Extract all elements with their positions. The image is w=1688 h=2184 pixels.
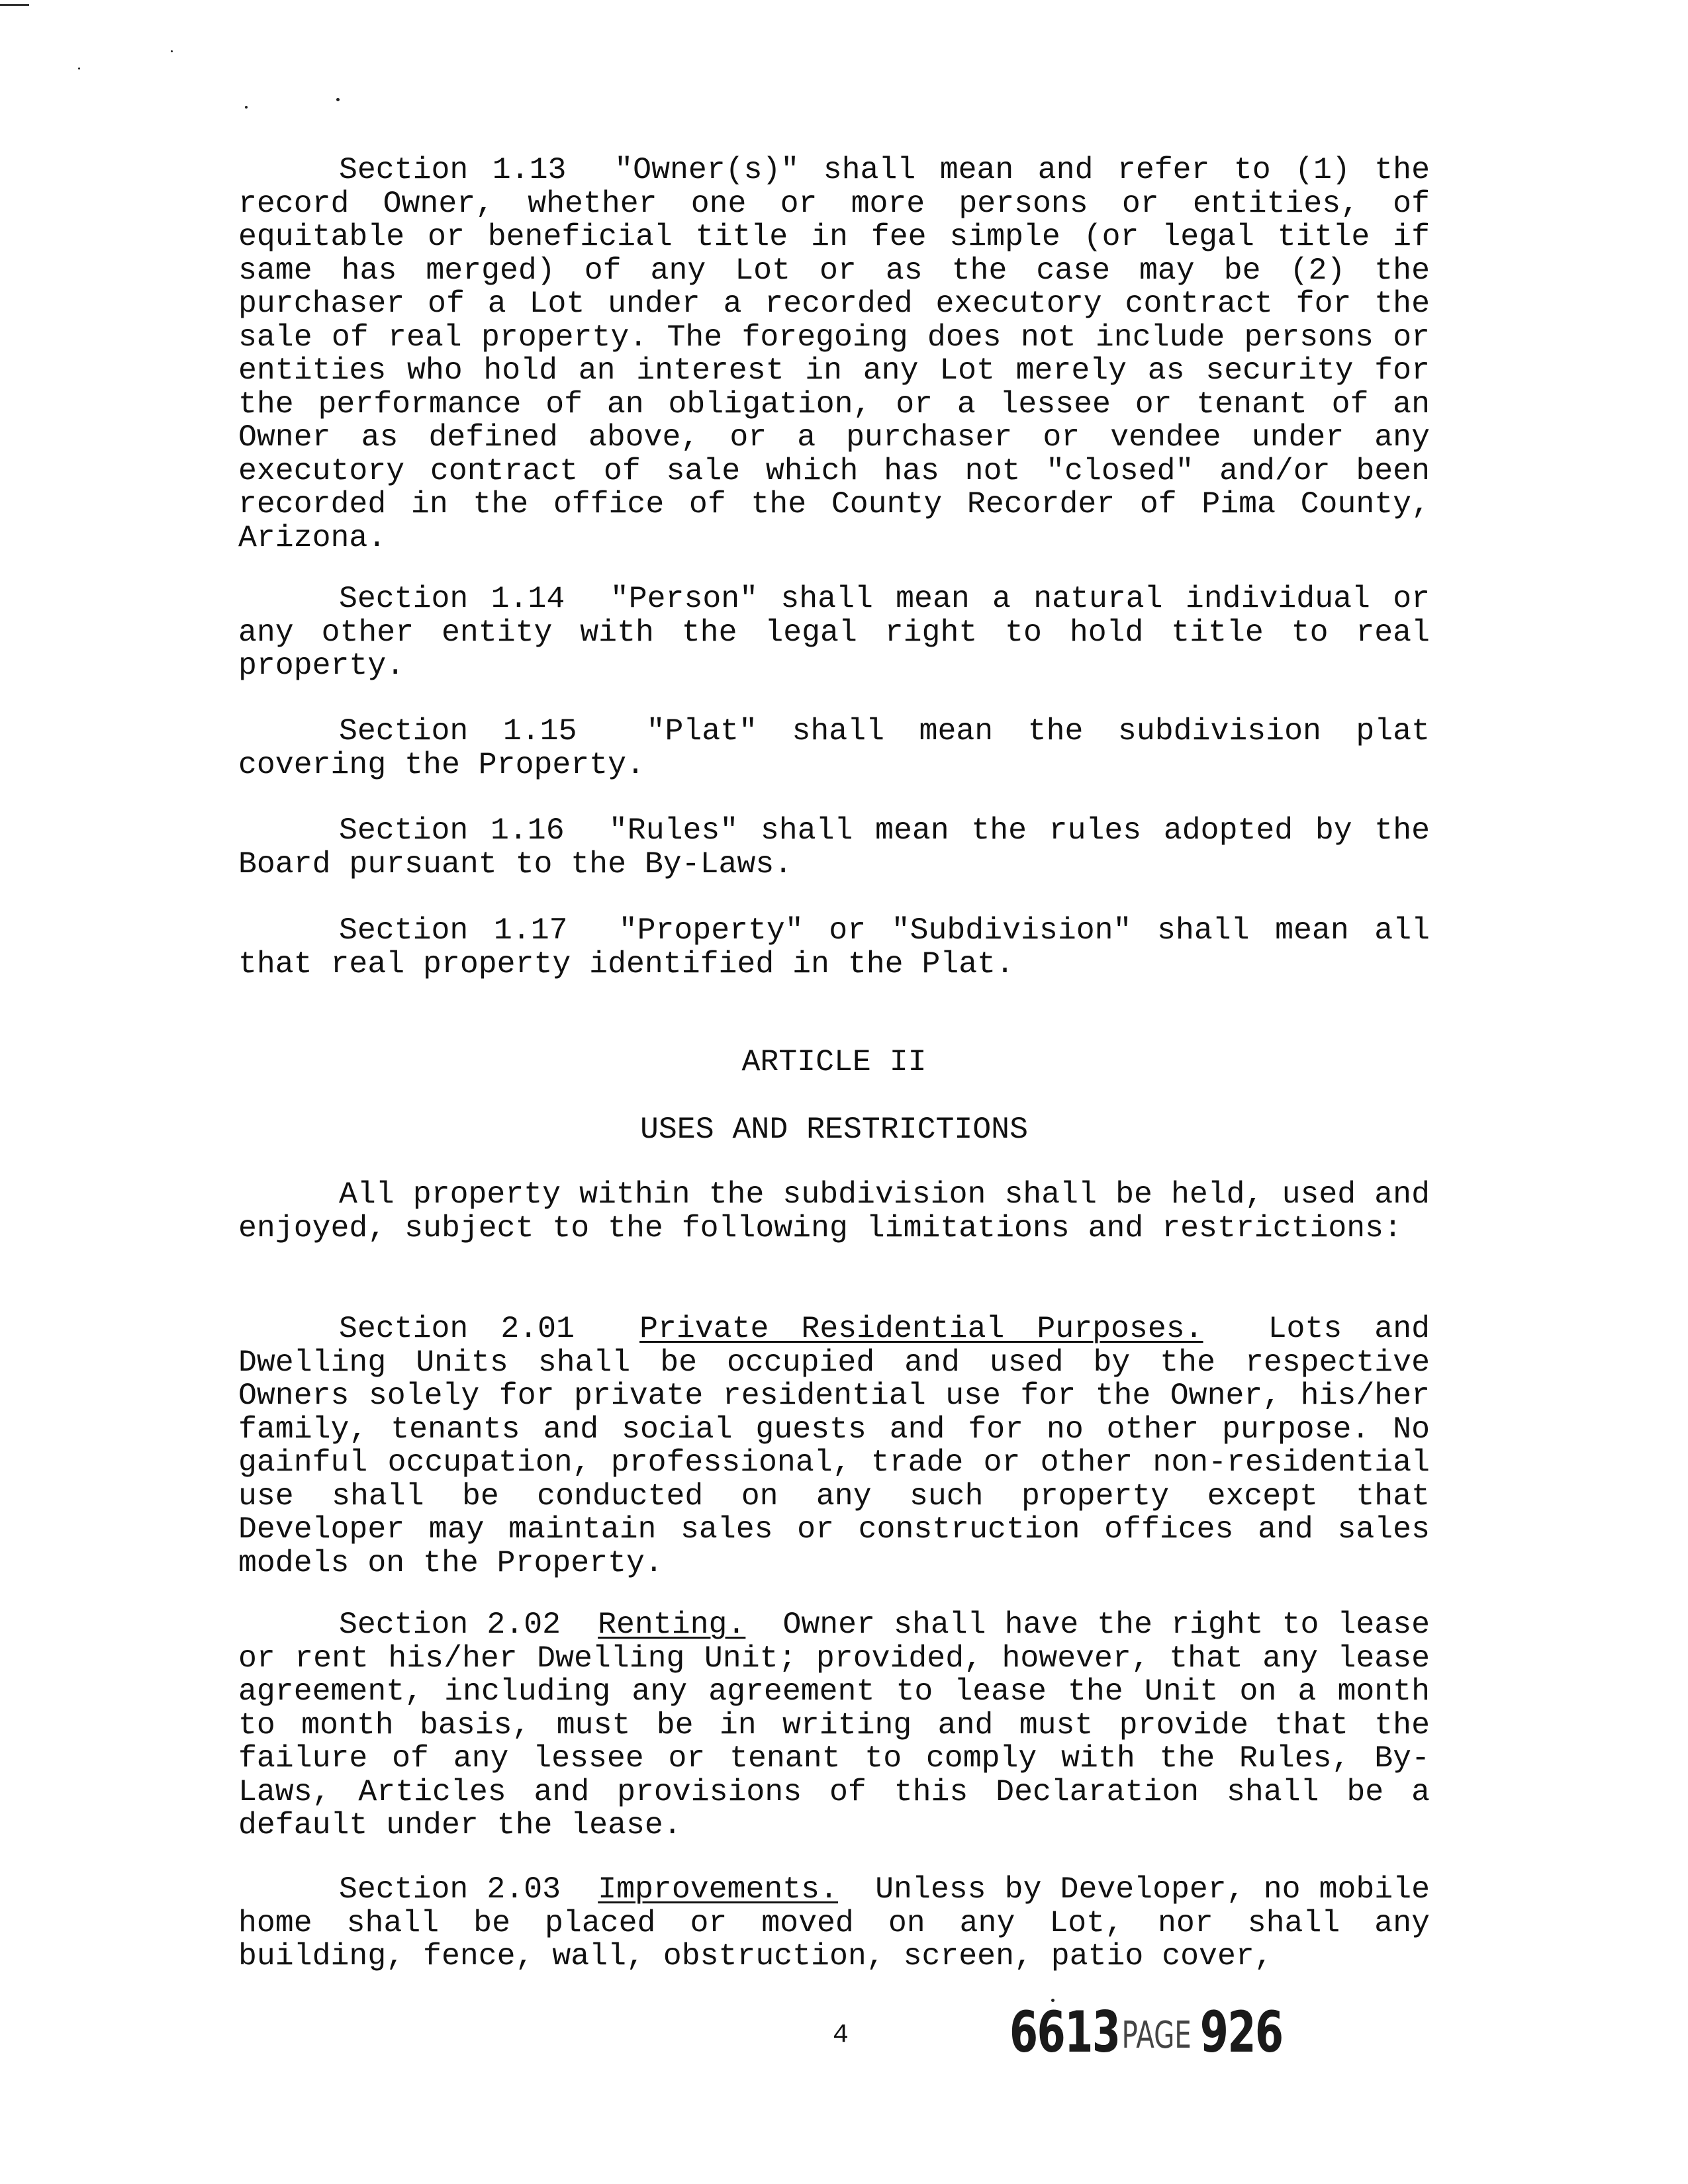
section-text: "Owner(s)" shall mean and refer to (1) the record Owner, whether one or more persons or entities, of equitable or beneficial title in fee simple (or legal title if same has merged) of any Lot or as the case may be (2) the purchaser of a Lot under a recorded executory contract for the sale of real property. The foregoing does not include persons or entities who hold an interest in any Lot merely as security for the performance of an obligation, or a lessee or tenant of an Owner as defined above, or a purchaser or vendee under any executory contract of sale which has not "closed" and/or been recorded in the office of the County Recorder of Pima County, Arizona. [238, 152, 1430, 555]
intro-text: All property within the subdivision shall be held, used and enjoyed, subject to the following limitations and restrictions: [238, 1177, 1430, 1246]
scan-speck [78, 68, 80, 69]
section-label: Section 2.03 [339, 1872, 561, 1907]
section-label: Section 1.16 [339, 813, 565, 848]
section-heading: Private Residential Purposes. [639, 1311, 1203, 1346]
section-text: "Person" shall mean a natural individual or any other entity with the legal right to hold title to real property. [238, 581, 1430, 683]
scan-speck [336, 98, 340, 101]
section-label: Section 1.13 [339, 152, 567, 187]
section-1-14 [238, 582, 1430, 683]
section-label: Section 1.14 [339, 581, 565, 616]
page-number: 4 [833, 2021, 849, 2050]
section-text: Owner shall have the right to lease or rent his/her Dwelling Unit; provided, however, that any lease agreement, including any agreement to lease the Unit on a month to month basis, must be in writing and must provide that the failure of any lessee or tenant to comply with the Rules, By-Laws, Articles and provisions of this Declaration shall be a default under the lease. [238, 1607, 1430, 1843]
section-2-02 [238, 1608, 1430, 1843]
section-text: Unless by Developer, no mobile home shall be placed or moved on any Lot, nor shall any building, fence, wall, obstruction, screen, patio cover, [238, 1872, 1430, 1974]
section-1-15 [238, 715, 1430, 782]
article-subtitle: USES AND RESTRICTIONS [640, 1112, 1028, 1147]
recorder-stamp [1009, 1999, 1283, 2066]
section-text: Lots and Dwelling Units shall be occupied and used by the respective Owners solely for private residential use for the Owner, his/her family, tenants and social guests and for no other purpose. No gainful occupation, professional, trade or other non-residential use shall be conducted on any such property except that Developer may maintain sales or construction offices and sales models on the Property. [238, 1311, 1430, 1580]
scan-mark [0, 4, 29, 6]
section-text: "Rules" shall mean the rules adopted by the Board pursuant to the By-Laws. [238, 813, 1430, 882]
section-1-16 [238, 814, 1430, 881]
section-label: Section 1.17 [339, 913, 568, 948]
section-label: Section 2.02 [339, 1607, 561, 1642]
article-intro [238, 1178, 1430, 1245]
section-text: "Property" or "Subdivision" shall mean all that real property identified in the Plat. [238, 913, 1430, 981]
section-2-01 [238, 1312, 1430, 1580]
scan-speck [245, 106, 248, 109]
page-word: PAGE [1121, 2014, 1192, 2057]
section-1-17 [238, 914, 1430, 981]
section-heading: Renting. [598, 1607, 746, 1642]
article-title: ARTICLE II [741, 1044, 927, 1079]
section-text: "Plat" shall mean the subdivision plat covering the Property. [238, 713, 1430, 782]
section-2-03 [238, 1873, 1430, 1974]
section-label: Section 2.01 [339, 1311, 575, 1346]
scan-speck [171, 50, 173, 52]
section-label: Section 1.15 [339, 713, 577, 749]
recorder-page-number: 926 [1199, 1999, 1283, 2066]
section-heading: Improvements. [598, 1872, 838, 1907]
section-1-13 [238, 154, 1430, 555]
book-number: 6613 [1009, 1999, 1120, 2066]
